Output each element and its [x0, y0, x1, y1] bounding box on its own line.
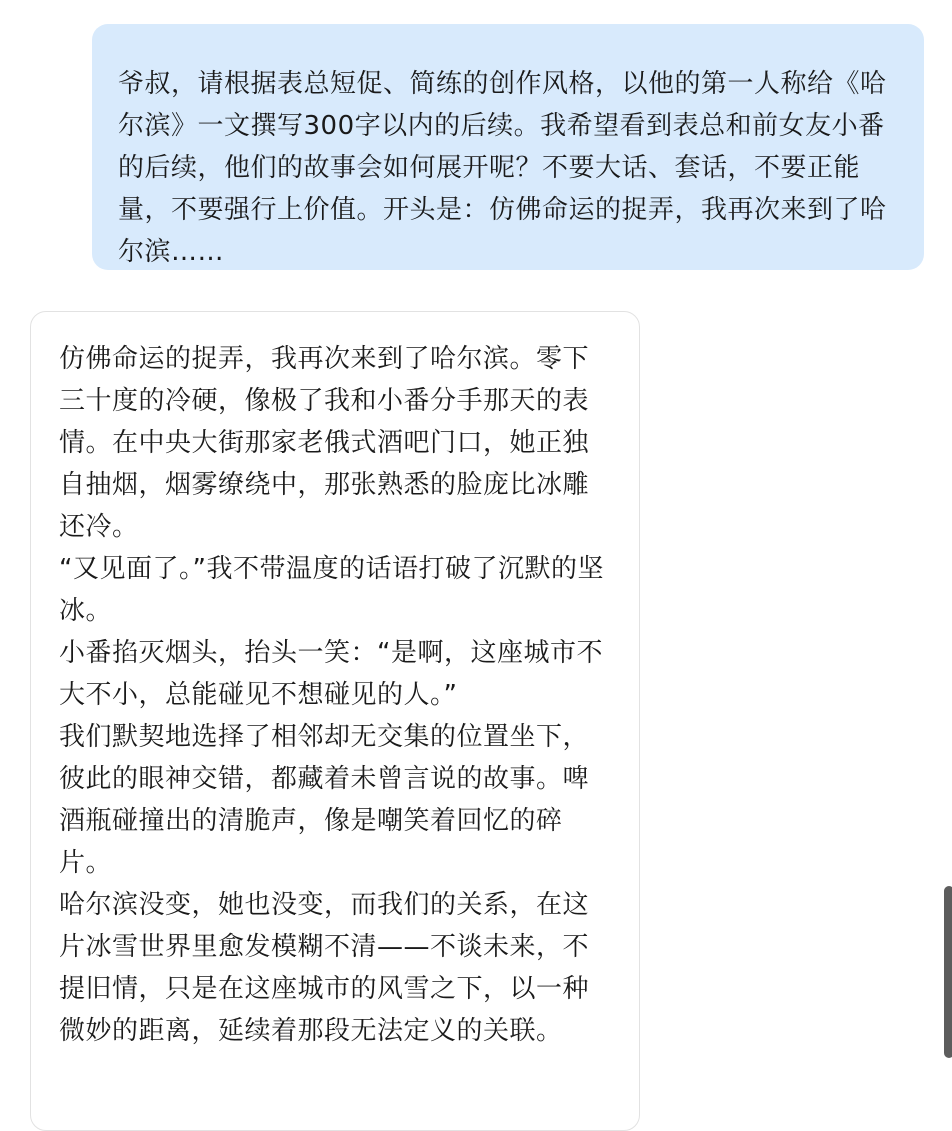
assistant-paragraph: 小番掐灭烟头，抬头一笑：“是啊，这座城市不大不小，总能碰见不想碰见的人。” [59, 638, 603, 710]
assistant-paragraph: 仿佛命运的捉弄，我再次来到了哈尔滨。零下三十度的冷硬，像极了我和小番分手那天的表情。在中央大街那家老俄式酒吧门口，她正独自抽烟，烟雾缭绕中，那张熟悉的脸庞比冰雕还冷。 [59, 344, 590, 542]
assistant-message-bubble [30, 311, 640, 1131]
scrollbar-thumb[interactable] [944, 886, 952, 1058]
assistant-paragraph: 我们默契地选择了相邻却无交集的位置坐下，彼此的眼神交错，都藏着未曾言说的故事。啤酒瓶碰撞出的清脆声，像是嘲笑着回忆的碎片。 [59, 722, 590, 878]
user-message-text: 爷叔，请根据表总短促、简练的创作风格，以他的第一人称给《哈尔滨》一文撰写300字以内的后续。我希望看到表总和前女友小番的后续，他们的故事会如何展开呢？不要大话、套话，不要正能量，不要强行上价值。开头是：仿佛命运的捉弄，我再次来到了哈尔滨…… [118, 69, 887, 267]
assistant-paragraph: “又见面了。”我不带温度的话语打破了沉默的坚冰。 [59, 554, 604, 626]
assistant-paragraph: 哈尔滨没变，她也没变，而我们的关系，在这片冰雪世界里愈发模糊不清——不谈未来，不提旧情，只是在这座城市的风雪之下，以一种微妙的距离，延续着那段无法定义的关联。 [59, 890, 590, 1046]
user-message-bubble [92, 24, 924, 270]
